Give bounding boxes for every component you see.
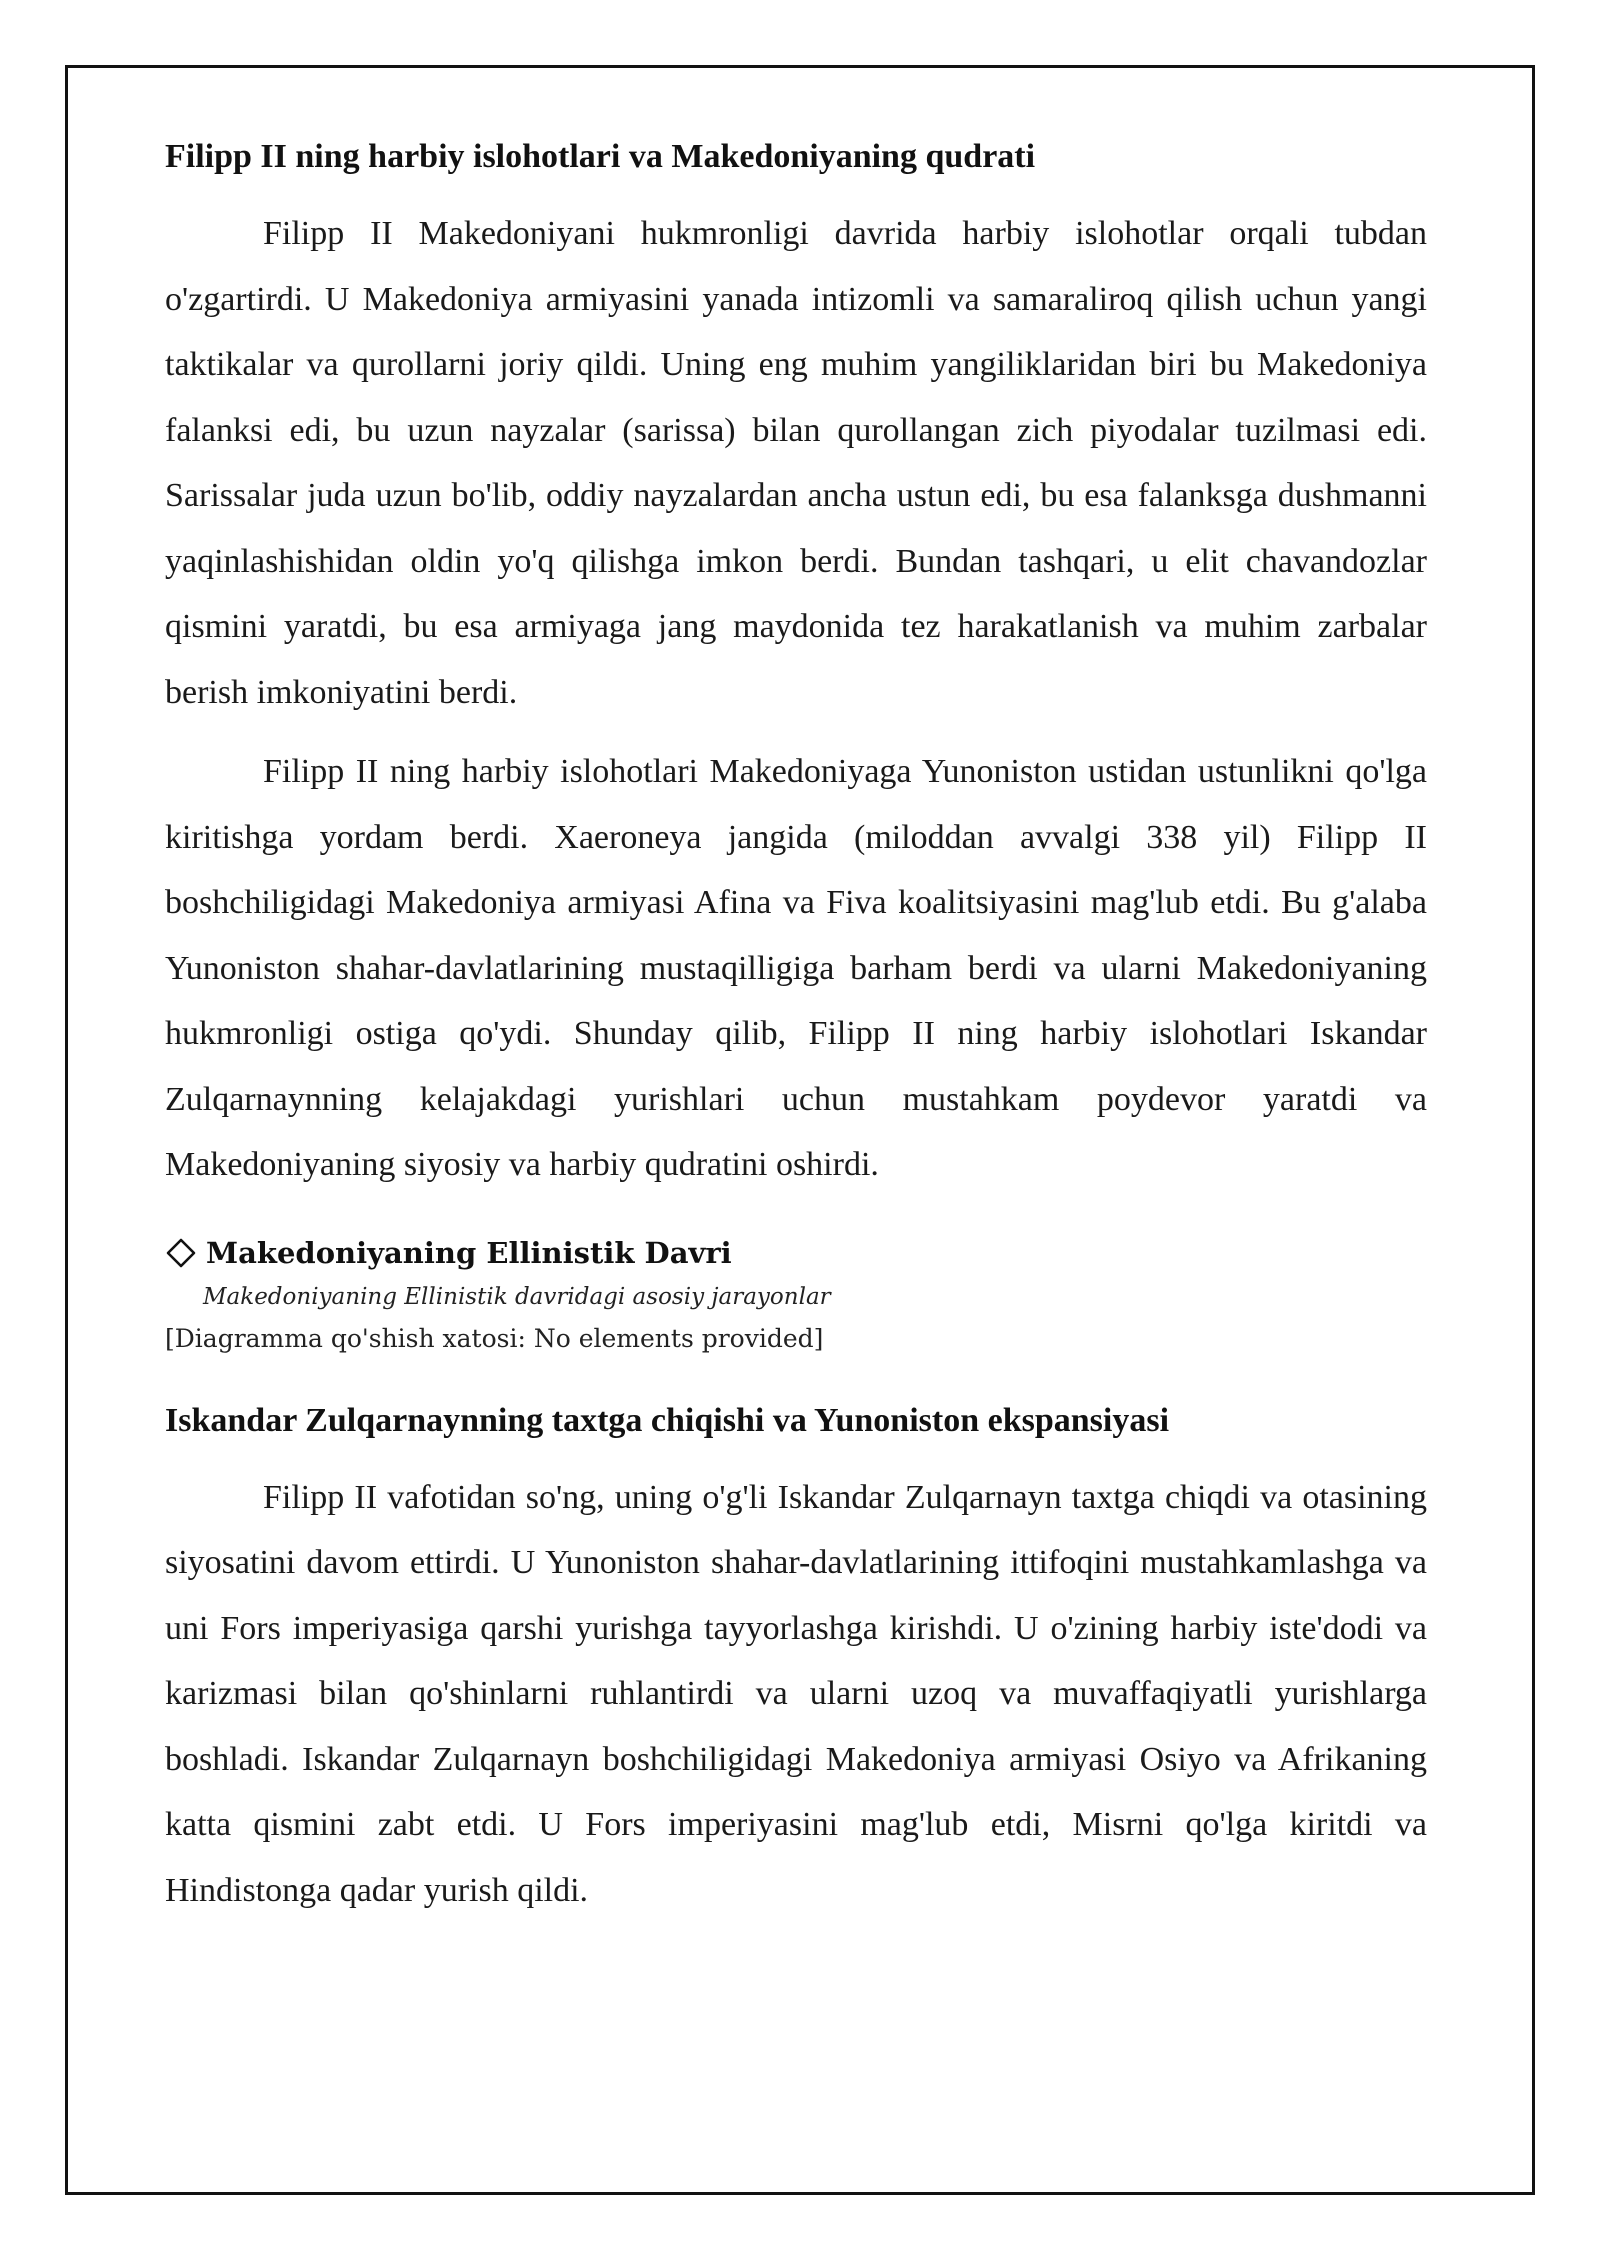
diagram-error-message: [Diagramma qo'shish xatosi: No elements provided] — [165, 1323, 824, 1353]
tag-icon — [165, 1237, 197, 1269]
section-alexander-accession — [165, 1399, 1427, 1924]
document-body — [165, 135, 1427, 1937]
diagram-title: Makedoniyaning Ellinistik Davri — [206, 1235, 732, 1270]
paragraph: Filipp II Makedoniyani hukmronligi davrida harbiy islohotlar orqali tubdan o'zgartirdi. U Makedoniya armiyasini yanada intizomli va samaraliroq qilish uchun yangi taktikalar va qurollarni joriy qildi. Uning eng muhim yangiliklaridan biri bu Makedoniya falanksi edi, bu uzun nayzalar (sarissa) bilan qurollangan zich piyodalar tuzilmasi edi. Sarissalar juda uzun bo'lib, oddiy nayzalardan ancha ustun edi, bu esa falanksga dushmanni yaqinlashishidan oldin yo'q qilishga imkon berdi. Bundan tashqari, u elit chavandozlar qismini yaratdi, bu esa armiyaga jang maydonida tez harakatlanish va muhim zarbalar berish imkoniyatini berdi. — [165, 215, 1427, 711]
paragraph: Filipp II ning harbiy islohotlari Makedoniyaga Yunoniston ustidan ustunlikni qo'lga kiritishga yordam berdi. Xaeroneya jangida (miloddan avvalgi 338 yil) Filipp II boshchiligidagi Makedoniya armiyasi Afina va Fiva koalitsiyasini mag'lub etdi. Bu g'alaba Yunoniston shahar-davlatlarining mustaqilligiga barham berdi va ularni Makedoniyaning hukmronligi ostiga qo'ydi. Shunday qilib, Filipp II ning harbiy islohotlari Iskandar Zulqarnaynning kelajakdagi yurishlari uchun mustahkam poydevor yaratdi va Makedoniyaning siyosiy va harbiy qudratini oshirdi. — [165, 753, 1427, 1183]
diagram-subtitle: Makedoniyaning Ellinistik davridagi asosiy jarayonlar — [203, 1283, 831, 1310]
section-heading: Filipp II ning harbiy islohotlari va Makedoniyaning qudrati — [165, 138, 1036, 175]
section-heading: Iskandar Zulqarnaynning taxtga chiqishi va Yunoniston ekspansiyasi — [165, 1401, 1170, 1439]
diagram-title-row — [165, 1232, 1427, 1274]
section-military-reforms — [165, 135, 1427, 1198]
diagram-placeholder — [165, 1232, 1427, 1353]
paragraph: Filipp II vafotidan so'ng, uning o'g'li Iskandar Zulqarnayn taxtga chiqdi va otasining siyosatini davom ettirdi. U Yunoniston shahar-davlatlarining ittifoqini mustahkamlashga va uni Fors imperiyasiga qarshi yurishga tayyorlashga kirishdi. U o'zining harbiy iste'dodi va karizmasi bilan qo'shinlarni ruhlantirdi va ularni uzoq va muvaffaqiyatli yurishlarga boshladi. Iskandar Zulqarnayn boshchiligidagi Makedoniya armiyasi Osiyo va Afrikaning katta qismini zabt etdi. U Fors imperiyasini mag'lub etdi, Misrni qo'lga kiritdi va Hindistonga qadar yurish qildi. — [165, 1478, 1427, 1909]
